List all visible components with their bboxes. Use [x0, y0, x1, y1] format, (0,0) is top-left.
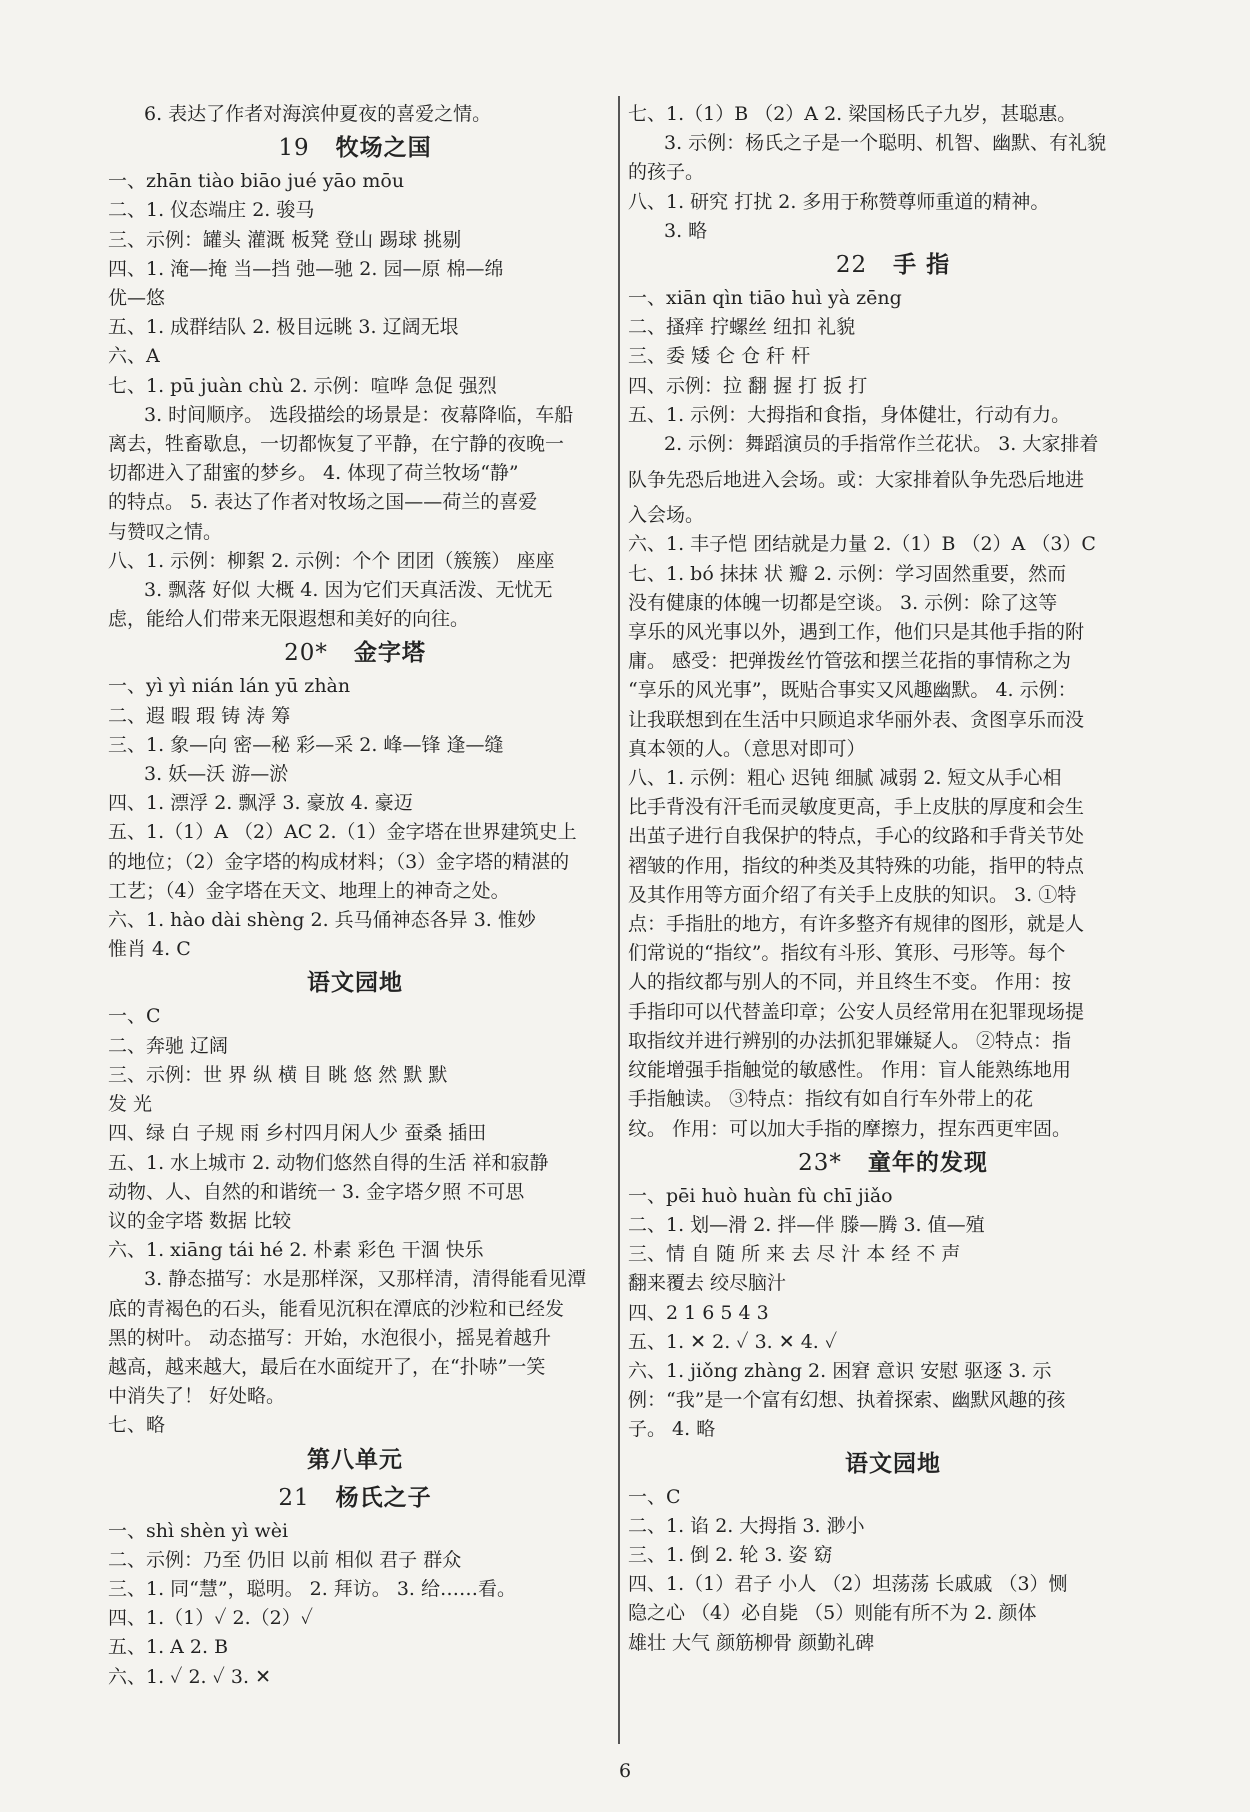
lesson-heading — [108, 129, 602, 167]
answer-line: 二、遐 暇 瑕 铸 涛 筹 — [108, 704, 291, 727]
right-column — [628, 100, 1158, 1658]
answer-line: 切都进入了甜蜜的梦乡。 4. 体现了荷兰牧场“静” — [108, 462, 519, 485]
answer-line: 的特点。 5. 表达了作者对牧场之国——荷兰的喜爱 — [108, 491, 538, 514]
lesson-title: 语文园地 — [307, 970, 403, 997]
answer-line: 一、pēi huò huàn fù chī jiǎo — [628, 1184, 893, 1207]
answer-line: 们常说的“指纹”。指纹有斗形、箕形、弓形等。每个 — [628, 942, 1066, 965]
lesson-heading — [108, 1441, 602, 1479]
answer-line: 三、1. 同“慧”，聪明。 2. 拜访。 3. 给……看。 — [108, 1577, 517, 1600]
answer-line: 八、1. 研究 打扰 2. 多用于称赞尊师重道的精神。 — [628, 190, 1050, 213]
answer-line: 子。 4. 略 — [628, 1418, 716, 1441]
lesson-heading — [108, 964, 602, 1002]
answer-line: 让我联想到在生活中只顾追求华丽外表、贪图享乐而没 — [628, 708, 1085, 731]
answer-line: 一、zhān tiào biāo jué yāo mōu — [108, 170, 405, 193]
answer-line: 3. 静态描写：水是那样深，又那样清，清得能看见潭 — [144, 1268, 587, 1291]
column-divider — [618, 96, 620, 1744]
answer-line: 的地位；（2）金字塔的构成材料；（3）金字塔的精湛的 — [108, 850, 570, 873]
answer-line: 五、1. ✕ 2. ✓ 3. ✕ 4. ✓ — [628, 1330, 838, 1353]
answer-line: 褶皱的作用，指纹的种类及其特殊的功能，指甲的特点 — [628, 854, 1085, 877]
answer-line: 三、委 矮 仑 仓 秆 杆 — [628, 345, 811, 368]
answer-line: 五、1. 成群结队 2. 极目远眺 3. 辽阔无垠 — [108, 316, 459, 339]
answer-line: 2. 示例：舞蹈演员的手指常作兰花状。 3. 大家排着 — [664, 433, 1099, 456]
lesson-heading — [108, 1479, 602, 1517]
answer-line: 3. 时间顺序。 选段描绘的场景是：夜幕降临，车船 — [144, 403, 574, 426]
answer-line: 庸。 感受：把弹拨丝竹管弦和摆兰花指的事情称之为 — [628, 650, 1072, 673]
answer-line: 点：手指肚的地方，有许多整齐有规律的图形，就是人 — [628, 913, 1085, 936]
answer-line: 3. 飘落 好似 大概 4. 因为它们天真活泼、无忧无 — [144, 579, 553, 602]
answer-line: 议的金字塔 数据 比较 — [108, 1209, 292, 1232]
answer-line: 黑的树叶。 动态描写：开始，水泡很小，摇晃着越升 — [108, 1326, 552, 1349]
answer-line: 真本领的人。（意思对即可） — [628, 737, 866, 760]
lesson-title: 金字塔 — [353, 640, 426, 667]
answer-line: 六、1. 丰子恺 团结就是力量 2.（1）B （2）A （3）C — [628, 533, 1096, 556]
answer-line: 八、1. 示例：柳絮 2. 示例：个个 团团（簇簇） 座座 — [108, 549, 555, 572]
answer-line: 一、shì shèn yì wèi — [108, 1519, 289, 1542]
answer-line: 一、C — [628, 1485, 681, 1508]
answer-line: 六、1. hào dài shèng 2. 兵马俑神态各异 3. 惟妙 — [108, 909, 536, 932]
answer-line: 二、示例：乃至 仍旧 以前 相似 君子 群众 — [108, 1548, 462, 1571]
answer-line: 四、1.（1）✓ 2.（2）✓ — [108, 1607, 313, 1630]
answer-line: 惟肖 4. C — [108, 938, 191, 961]
answer-line: 四、2 1 6 5 4 3 — [628, 1301, 769, 1324]
answer-line: 六、1. jiǒng zhàng 2. 困窘 意识 安慰 驱逐 3. 示 — [628, 1359, 1052, 1382]
answer-line: 及其作用等方面介绍了有关手上皮肤的知识。 3. ①特 — [628, 883, 1077, 906]
lesson-title: 语文园地 — [845, 1450, 941, 1477]
answer-line: 人的指纹都与别人的不同，并且终生不变。 作用：按 — [628, 971, 1072, 994]
page-number: 6 — [618, 1760, 632, 1782]
answer-line: 二、搔痒 拧螺丝 纽扣 礼貌 — [628, 316, 856, 339]
answer-line: 没有健康的体魄一切都是空谈。 3. 示例：除了这等 — [628, 591, 1058, 614]
answer-line: 雄壮 大气 颜筋柳骨 颜勤礼碑 — [628, 1631, 875, 1654]
lesson-number: 19 — [278, 135, 310, 162]
lesson-heading — [628, 1144, 1158, 1182]
answer-line: 六、1. xiāng tái hé 2. 朴素 彩色 干涸 快乐 — [108, 1239, 484, 1262]
answer-line: 五、1. 示例：大拇指和食指，身体健壮，行动有力。 — [628, 403, 1071, 426]
answer-line: 一、C — [108, 1005, 161, 1028]
answer-line: 隐之心 （4）必自毙 （5）则能有所不为 2. 颜体 — [628, 1602, 1037, 1625]
lesson-heading — [108, 634, 602, 672]
answer-line: 入会场。 — [628, 504, 705, 527]
answer-line: 七、略 — [108, 1414, 166, 1437]
answer-line: 纹能增强手指触觉的敏感性。 作用：盲人能熟练地用 — [628, 1059, 1072, 1082]
lesson-title: 第八单元 — [307, 1446, 403, 1473]
lesson-heading — [628, 1445, 1158, 1483]
answer-line: 一、xiān qìn tiāo huì yà zēng — [628, 287, 902, 310]
answer-line: 七、1. bó 抹抹 状 瓣 2. 示例：学习固然重要，然而 — [628, 562, 1067, 585]
answer-line: 优—悠 — [108, 287, 166, 310]
answer-line: 比手背没有汗毛而灵敏度更高，手上皮肤的厚度和会生 — [628, 796, 1085, 819]
answer-line: 三、1. 象—向 密—秘 彩—采 2. 峰—锋 逢—缝 — [108, 733, 504, 756]
lesson-number: 20* — [284, 640, 328, 667]
answer-line: 队争先恐后地进入会场。或：大家排着队争先恐后地进 — [628, 469, 1085, 492]
answer-line: 三、情 自 随 所 来 去 尽 汁 本 经 不 声 — [628, 1243, 961, 1266]
answer-line: 四、绿 白 子规 雨 乡村四月闲人少 蚕桑 插田 — [108, 1122, 487, 1145]
answer-line: 6. 表达了作者对海滨仲夏夜的喜爱之情。 — [144, 103, 492, 125]
answer-line: 例：“我”是一个富有幻想、执着探索、幽默风趣的孩 — [628, 1389, 1066, 1412]
answer-line: 虑，能给人们带来无限遐想和美好的向往。 — [108, 608, 470, 631]
lesson-title: 牧场之国 — [335, 135, 432, 162]
answer-line: 八、1. 示例：粗心 迟钝 细腻 减弱 2. 短文从手心相 — [628, 767, 1062, 790]
answer-line: “享乐的风光事”，既贴合事实又风趣幽默。 4. 示例： — [628, 679, 1077, 702]
answer-line: 六、A — [108, 345, 160, 368]
left-column — [108, 100, 602, 1692]
answer-line: 手指印可以代替盖印章；公安人员经常用在犯罪现场提 — [628, 1000, 1085, 1023]
lesson-number: 23* — [798, 1149, 842, 1176]
answer-line: 五、1. 水上城市 2. 动物们悠然自得的生活 祥和寂静 — [108, 1151, 549, 1174]
answer-line: 五、1.（1）A （2）AC 2.（1）金字塔在世界建筑史上 — [108, 821, 577, 844]
answer-line: 七、1.（1）B （2）A 2. 梁国杨氏子九岁，甚聪惠。 — [628, 103, 1077, 125]
answer-line: 二、1. 谄 2. 大拇指 3. 渺小 — [628, 1514, 865, 1537]
answer-line: 纹。 作用：可以加大手指的摩擦力，捏东西更牢固。 — [628, 1117, 1072, 1140]
lesson-title: 童年的发现 — [867, 1149, 988, 1176]
answer-line: 与赞叹之情。 — [108, 520, 223, 543]
answer-line: 出茧子进行自我保护的特点，手心的纹路和手背关节处 — [628, 825, 1085, 848]
answer-line: 三、1. 倒 2. 轮 3. 姿 窈 — [628, 1543, 833, 1566]
lesson-number: 21 — [278, 1484, 310, 1511]
answer-line: 工艺；（4）金字塔在天文、地理上的神奇之处。 — [108, 879, 510, 902]
answer-line: 的孩子。 — [628, 161, 705, 184]
answer-line: 三、示例：罐头 灌溉 板凳 登山 踢球 挑剔 — [108, 228, 462, 251]
answer-line: 3. 示例：杨氏之子是一个聪明、机智、幽默、有礼貌 — [664, 132, 1107, 155]
answer-line: 越高，越来越大，最后在水面绽开了，在“扑哧”一笑 — [108, 1355, 546, 1378]
answer-line: 3. 妖—沃 游—淤 — [144, 763, 289, 786]
answer-line: 中消失了！ 好处略。 — [108, 1385, 286, 1408]
answer-line: 底的青褐色的石头，能看见沉积在潭底的沙粒和已经发 — [108, 1297, 565, 1320]
answer-line: 四、示例：拉 翻 握 打 扳 打 — [628, 374, 868, 397]
answer-line: 享乐的风光事以外，遇到工作，他们只是其他手指的附 — [628, 621, 1085, 644]
answer-line: 二、奔驰 辽阔 — [108, 1034, 229, 1057]
answer-line: 翻来覆去 绞尽脑汁 — [628, 1272, 787, 1295]
answer-line: 三、示例：世 界 纵 横 目 眺 悠 然 默 默 — [108, 1063, 448, 1086]
answer-line: 发 光 — [108, 1093, 153, 1116]
answer-line: 四、1. 漂浮 2. 飘浮 3. 豪放 4. 豪迈 — [108, 792, 413, 815]
answer-line: 取指纹并进行辨别的办法抓犯罪嫌疑人。 ②特点：指 — [628, 1029, 1072, 1052]
answer-line: 六、1. ✓ 2. ✓ 3. ✕ — [108, 1665, 272, 1688]
lesson-title: 手 指 — [893, 252, 951, 279]
answer-line: 手指触读。 ③特点：指纹有如自行车外带上的花 — [628, 1088, 1034, 1111]
lesson-title: 杨氏之子 — [335, 1484, 432, 1511]
answer-line: 3. 略 — [664, 219, 708, 242]
answer-line: 离去，牲畜歇息，一切都恢复了平静，在宁静的夜晚一 — [108, 433, 565, 456]
answer-line: 二、1. 仪态端庄 2. 骏马 — [108, 199, 315, 222]
answer-line: 五、1. A 2. B — [108, 1636, 229, 1659]
answer-line: 二、1. 划—滑 2. 拌—伴 滕—腾 3. 值—殖 — [628, 1213, 985, 1236]
answer-line: 七、1. pū juàn chù 2. 示例：喧哗 急促 强烈 — [108, 374, 497, 397]
lesson-heading — [628, 246, 1158, 284]
answer-line: 一、yì yì nián lán yū zhàn — [108, 675, 351, 698]
answer-line: 动物、人、自然的和谐统一 3. 金字塔夕照 不可思 — [108, 1180, 525, 1203]
answer-line: 四、1.（1）君子 小人 （2）坦荡荡 长戚戚 （3）恻 — [628, 1573, 1068, 1596]
lesson-number: 22 — [835, 252, 868, 279]
answer-line: 四、1. 淹—掩 当—挡 弛—驰 2. 园—原 棉—绵 — [108, 257, 504, 280]
